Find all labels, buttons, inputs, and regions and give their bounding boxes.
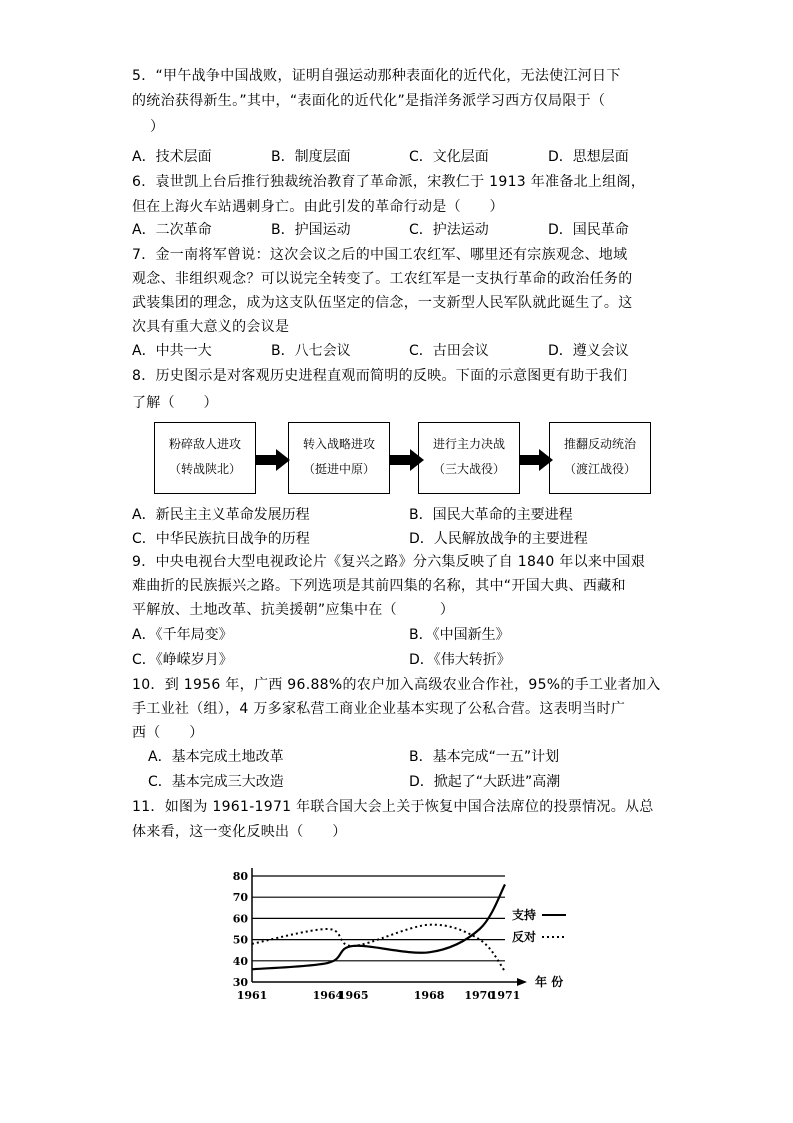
q9-option-c[interactable]: C．《峥嵘岁月》: [132, 652, 233, 668]
flow-step-title: 进行主力决战: [432, 437, 505, 451]
q9-line1: 9．中央电视台大型电视政论片《复兴之路》分六集反映了自 1840 年以来中国艰: [132, 554, 646, 570]
legend-label: 支持: [512, 908, 537, 922]
flow-step-sub: （三大战役）: [432, 462, 505, 476]
q5-option-a[interactable]: A．技术层面: [132, 149, 212, 165]
q5-option-b[interactable]: B．制度层面: [271, 149, 351, 165]
y-tick-label: 60: [232, 912, 248, 926]
q8-option-c[interactable]: C．中华民族抗日战争的历程: [132, 531, 310, 547]
q10-option-d[interactable]: D．掀起了“大跃进”高潮: [409, 774, 561, 790]
flow-step-2: [288, 422, 390, 494]
flow-step-sub: （渡江战役）: [563, 462, 636, 476]
flow-step-sub: （挺进中原）: [302, 462, 375, 476]
x-tick-label: 1970: [464, 989, 496, 1002]
q5-line1: 5．“甲午战争中国战败，证明自强运动那种表面化的近代化，无法使江河日下: [132, 68, 621, 84]
q7-line2: 观念、非组织观念？可以说完全转变了。工农红军是一支执行革命的政治任务的: [132, 271, 633, 287]
q6-option-d[interactable]: D．国民革命: [548, 222, 629, 238]
q7-option-d[interactable]: D．遵义会议: [548, 343, 629, 359]
x-tick-label: 1965: [337, 989, 369, 1002]
q6-line2: 但在上海火车站遇刺身亡。由此引发的革命行动是（ ）: [132, 199, 504, 215]
q6-option-a[interactable]: A．二次革命: [132, 222, 212, 238]
q7-option-c[interactable]: C．古田会议: [409, 343, 489, 359]
q10-line2: 手工业社（组），4 万多家私营工商业企业基本实现了公私合营。这表明当时广: [132, 701, 626, 717]
q10-option-c[interactable]: C．基本完成三大改造: [148, 774, 284, 790]
flow-step-sub: （转战陕北）: [168, 462, 241, 476]
q7-line4: 次具有重大意义的会议是: [132, 319, 290, 335]
x-axis-arrow-icon: [517, 978, 527, 986]
q8-option-d[interactable]: D．人民解放战争的主要进程: [409, 531, 588, 547]
arrow-right-icon: [519, 449, 553, 471]
q9-option-d[interactable]: D．《伟大转折》: [409, 652, 511, 668]
flow-step-title: 推翻反动统治: [563, 437, 636, 451]
flow-step-4: [549, 422, 651, 494]
flow-step-3: [418, 422, 520, 494]
q7-option-a[interactable]: A．中共一大: [132, 343, 212, 359]
flow-step-1: [154, 422, 256, 494]
q9-option-a[interactable]: A．《千年局变》: [132, 627, 233, 643]
q10-line3: 西（ ）: [132, 725, 204, 741]
q5-option-c[interactable]: C．文化层面: [409, 149, 489, 165]
vote-line-chart: [220, 858, 580, 1008]
q8-option-a[interactable]: A．新民主主义革命发展历程: [132, 507, 310, 523]
q5-line2: 的统治获得新生。”其中，“表面化的近代化”是指洋务派学习西方仅局限于（: [132, 93, 606, 109]
q7-line3: 武装集团的理念，成为这支队伍坚定的信念，一支新型人民军队就此诞生了。这: [132, 295, 633, 311]
x-tick-label: 1968: [413, 989, 445, 1002]
x-tick-label: 1971: [489, 989, 521, 1002]
q5-option-d[interactable]: D．思想层面: [548, 149, 629, 165]
q11-line1: 11．如图为 1961-1971 年联合国大会上关于恢复中国合法席位的投票情况。从总: [132, 799, 654, 815]
y-tick-label: 70: [232, 891, 248, 905]
y-tick-label: 50: [232, 933, 248, 947]
q8-line2: 了解（ ）: [132, 395, 218, 411]
q8-line1: 8．历史图示是对客观历史进程直观而简明的反映。下面的示意图更有助于我们: [132, 368, 628, 384]
x-tick-label: 1961: [236, 989, 268, 1002]
x-tick-label: 1964: [312, 989, 344, 1002]
q7-option-b[interactable]: B．八七会议: [271, 343, 351, 359]
q6-option-c[interactable]: C．护法运动: [409, 222, 489, 238]
q9-line2: 难曲折的民族振兴之路。下列选项是其前四集的名称，其中“开国大典、西藏和: [132, 578, 626, 594]
q7-line1: 7．金一南将军曾说：这次会议之后的中国工农红军、哪里还有宗族观念、地域: [132, 247, 628, 263]
q10-option-b[interactable]: B．基本完成“一五”计划: [409, 749, 560, 765]
flow-step-title: 粉碎敌人进攻: [168, 437, 241, 451]
y-tick-label: 40: [232, 954, 248, 968]
q10-option-a[interactable]: A．基本完成土地改革: [148, 749, 284, 765]
q6-line1: 6．袁世凯上台后推行独裁统治教育了革命派，宋教仁于 1913 年准备北上组阁，: [132, 174, 646, 190]
q11-line2: 体来看，这一变化反映出（ ）: [132, 824, 347, 840]
flow-step-title: 转入战略进攻: [302, 437, 375, 451]
legend-label: 反对: [512, 930, 537, 944]
x-axis-label: 年 份: [535, 975, 564, 989]
q5-line3: ）: [150, 119, 165, 135]
arrow-right-icon: [256, 449, 290, 471]
q9-line3: 平解放、土地改革、抗美援朝”应集中在（ ）: [132, 602, 455, 618]
q6-option-b[interactable]: B．护国运动: [271, 222, 351, 238]
q8-option-b[interactable]: B．国民大革命的主要进程: [409, 507, 573, 523]
q9-option-b[interactable]: B．《中国新生》: [409, 627, 510, 643]
q10-line1: 10．到 1956 年，广西 96.88%的农户加入高级农业合作社，95%的手工业者加入: [132, 677, 661, 693]
y-tick-label: 80: [232, 870, 248, 883]
y-tick-label: 30: [232, 976, 248, 989]
